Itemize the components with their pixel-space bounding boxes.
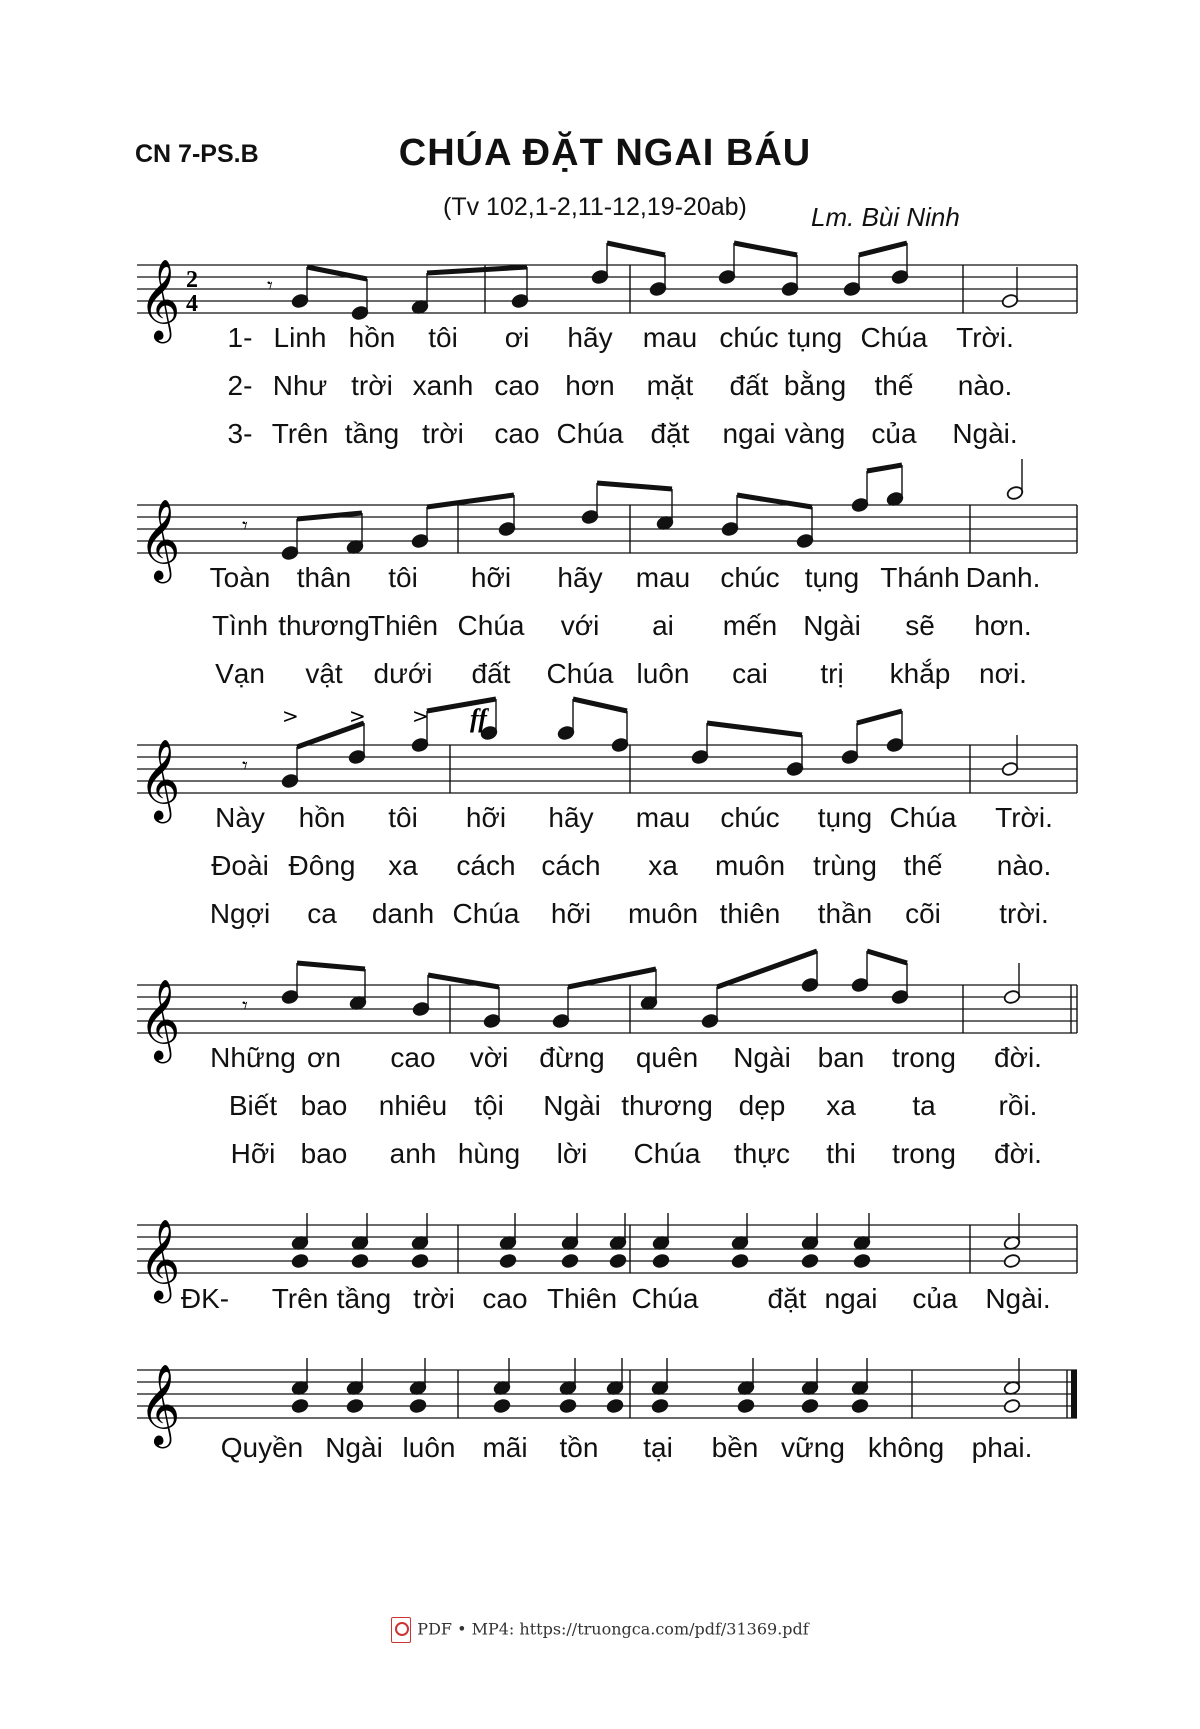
note-head bbox=[411, 737, 429, 752]
lyric-syllable: hồn bbox=[348, 322, 396, 353]
lyric-syllable: mau bbox=[635, 802, 691, 833]
lyric-syllable: mến bbox=[722, 610, 778, 641]
lyric-syllable: Thiên bbox=[546, 1283, 618, 1314]
half-note bbox=[1003, 989, 1021, 1004]
lyric-syllable: Chúa bbox=[631, 1283, 699, 1314]
lyric-syllable: Trời. bbox=[956, 322, 1014, 353]
lyric-syllable: 1- bbox=[227, 322, 253, 353]
lyric-syllable: tội bbox=[474, 1090, 504, 1121]
lyric-syllable: bền bbox=[711, 1432, 759, 1463]
lyric-syllable: ĐK- bbox=[180, 1283, 230, 1314]
lyric-syllable: đặt bbox=[767, 1283, 807, 1314]
lyric-syllable: 3- bbox=[227, 418, 253, 449]
lyric-syllable: Thánh bbox=[880, 562, 960, 593]
lyric-syllable: nơi. bbox=[979, 658, 1027, 689]
lyric-syllable: Chúa bbox=[546, 658, 614, 689]
lyric-syllable: Ngài bbox=[803, 610, 861, 641]
lyric-syllable: chúc bbox=[720, 802, 780, 833]
lyric-syllable: trời bbox=[351, 370, 393, 401]
chord-note bbox=[291, 1398, 309, 1413]
footer-text: PDF • MP4: https://truongca.com/pdf/31369.pdf bbox=[417, 1619, 809, 1639]
lyric-syllable: cách bbox=[456, 850, 516, 881]
lyric-syllable: thiên bbox=[719, 898, 781, 929]
lyric-syllable: luôn bbox=[636, 658, 690, 689]
chord-note bbox=[609, 1253, 627, 1268]
treble-clef-icon: 𝄞 bbox=[139, 1218, 181, 1300]
lyric-syllable: muôn bbox=[627, 898, 699, 929]
lyric-syllable: thế bbox=[874, 370, 914, 401]
lyric-syllable: tầng bbox=[344, 418, 400, 449]
lyric-syllable: trùng bbox=[813, 850, 877, 881]
lyric-syllable: Đông bbox=[288, 850, 356, 881]
lyric-syllable: mau bbox=[642, 322, 698, 353]
lyric-syllable: Đoài bbox=[211, 850, 269, 881]
lyric-syllable: ngai bbox=[722, 418, 776, 449]
lyric-syllable: ngai bbox=[824, 1283, 878, 1314]
lyric-syllable: Linh bbox=[273, 322, 327, 353]
lyric-syllable: phai. bbox=[971, 1432, 1033, 1463]
lyric-syllable: mặt bbox=[646, 370, 694, 401]
song-code: CN 7-PS.B bbox=[135, 140, 259, 168]
lyric-syllable: Quyền bbox=[220, 1432, 304, 1463]
lyric-syllable: Này bbox=[215, 802, 265, 833]
chord-note bbox=[1003, 1398, 1021, 1413]
composer: Lm. Bùi Ninh bbox=[811, 202, 960, 232]
note-head bbox=[851, 497, 869, 512]
lyric-syllable: lời bbox=[556, 1138, 588, 1169]
lyric-syllable: xa bbox=[648, 850, 678, 881]
lyric-syllable: Hỡi bbox=[230, 1138, 276, 1169]
lyric-syllable: của bbox=[871, 418, 917, 449]
lyric-syllable: Ngài. bbox=[985, 1283, 1051, 1314]
note-head bbox=[841, 749, 859, 764]
chord-note bbox=[651, 1398, 669, 1413]
lyric-syllable: ta bbox=[912, 1090, 936, 1121]
accent-icon: > bbox=[412, 704, 429, 728]
eighth-rest-icon: 𝄾 bbox=[242, 514, 248, 539]
lyric-syllable: đừng bbox=[539, 1042, 605, 1073]
lyric-syllable: đời. bbox=[994, 1138, 1042, 1169]
treble-clef-icon: 𝄞 bbox=[139, 498, 181, 580]
note-head bbox=[891, 989, 909, 1004]
chord-note bbox=[351, 1253, 369, 1268]
beam bbox=[734, 243, 797, 255]
chord-note bbox=[346, 1398, 364, 1413]
lyric-syllable: Trên bbox=[271, 1283, 329, 1314]
staff-lines bbox=[137, 745, 1077, 793]
lyric-syllable: cao bbox=[482, 1283, 528, 1314]
note-head bbox=[796, 533, 814, 548]
beam bbox=[568, 969, 656, 987]
lyric-syllable: ban bbox=[817, 1042, 865, 1073]
lyric-syllable: thực bbox=[733, 1138, 791, 1169]
note-head bbox=[281, 773, 299, 788]
note-head bbox=[691, 749, 709, 764]
lyric-syllable: Ngài bbox=[543, 1090, 601, 1121]
note-head bbox=[351, 305, 369, 320]
lyric-syllable: cao bbox=[494, 418, 540, 449]
pdf-icon bbox=[391, 1617, 411, 1643]
lyric-syllable: Trên bbox=[271, 418, 329, 449]
lyric-syllable: thế bbox=[903, 850, 943, 881]
staff-lines bbox=[137, 505, 1077, 553]
lyric-syllable: đất bbox=[729, 370, 769, 401]
lyric-syllable: chúc bbox=[719, 322, 779, 353]
lyric-syllable: thân bbox=[296, 562, 352, 593]
lyric-syllable: Chúa bbox=[452, 898, 520, 929]
chord-note bbox=[493, 1398, 511, 1413]
lyric-syllable: Danh. bbox=[965, 562, 1041, 593]
lyric-syllable: tầng bbox=[336, 1283, 392, 1314]
lyric-syllable: không bbox=[867, 1432, 945, 1463]
lyric-syllable: hùng bbox=[457, 1138, 521, 1169]
lyric-syllable: cai bbox=[732, 658, 768, 689]
psalm-reference: (Tv 102,1-2,11-12,19-20ab) bbox=[443, 193, 747, 221]
lyric-syllable: Vạn bbox=[215, 658, 265, 689]
note-head bbox=[886, 737, 904, 752]
lyric-syllable: tôi bbox=[428, 322, 458, 353]
eighth-rest-icon: 𝄾 bbox=[242, 754, 248, 779]
lyric-syllable: vững bbox=[781, 1432, 845, 1463]
chord-note bbox=[1003, 1253, 1021, 1268]
note-head bbox=[511, 293, 529, 308]
lyric-syllable: tồn bbox=[559, 1432, 599, 1463]
lyric-syllable: hơn bbox=[565, 370, 615, 401]
lyric-syllable: vàng bbox=[784, 418, 846, 449]
chord-note bbox=[559, 1398, 577, 1413]
treble-clef-icon: 𝄞 bbox=[139, 738, 181, 820]
staff-lines bbox=[137, 1225, 1077, 1273]
note-head bbox=[591, 269, 609, 284]
lyric-syllable: xanh bbox=[412, 370, 474, 401]
lyric-syllable: ơi bbox=[504, 322, 530, 353]
lyric-syllable: hãy bbox=[557, 562, 603, 593]
beam bbox=[859, 243, 907, 255]
lyric-syllable: của bbox=[912, 1283, 958, 1314]
lyric-syllable: Trời. bbox=[995, 802, 1053, 833]
note-head bbox=[851, 977, 869, 992]
note-head bbox=[611, 737, 629, 752]
lyric-syllable: đặt bbox=[650, 418, 690, 449]
lyric-syllable: khắp bbox=[889, 658, 951, 689]
lyric-syllable: trời bbox=[413, 1283, 455, 1314]
lyric-syllable: Chúa bbox=[889, 802, 957, 833]
note-head bbox=[557, 725, 575, 740]
lyric-syllable: trời. bbox=[999, 898, 1049, 929]
lyric-syllable: thương bbox=[278, 610, 370, 641]
chord-note bbox=[851, 1398, 869, 1413]
note-head bbox=[843, 281, 861, 296]
lyric-syllable: tụng bbox=[817, 802, 873, 833]
eighth-rest-icon: 𝄾 bbox=[242, 994, 248, 1019]
note-head bbox=[281, 545, 299, 560]
lyric-syllable: cõi bbox=[905, 898, 941, 929]
note-head bbox=[718, 269, 736, 284]
note-head bbox=[291, 293, 309, 308]
chord-note bbox=[499, 1253, 517, 1268]
lyric-syllable: dẹp bbox=[738, 1090, 786, 1121]
accent-icon: > bbox=[282, 704, 299, 728]
half-note bbox=[1001, 761, 1019, 776]
lyric-syllable: 2- bbox=[227, 370, 253, 401]
lyric-syllable: Ngợi bbox=[209, 898, 271, 929]
note-head bbox=[281, 989, 299, 1004]
note-head bbox=[411, 533, 429, 548]
lyric-syllable: tụng bbox=[804, 562, 860, 593]
chord-note bbox=[801, 1398, 819, 1413]
note-head bbox=[801, 977, 819, 992]
treble-clef-icon: 𝄞 bbox=[139, 978, 181, 1060]
lyric-syllable: vật bbox=[305, 658, 343, 689]
chord-note bbox=[652, 1253, 670, 1268]
lyric-syllable: Chúa bbox=[860, 322, 928, 353]
chord-note bbox=[411, 1253, 429, 1268]
beam bbox=[597, 483, 672, 489]
half-note bbox=[1001, 293, 1019, 308]
chord-note bbox=[853, 1253, 871, 1268]
beam bbox=[867, 465, 902, 471]
beam bbox=[867, 951, 907, 963]
lyric-syllable: trị bbox=[820, 658, 844, 689]
lyric-syllable: trời bbox=[422, 418, 464, 449]
lyric-syllable: đời. bbox=[994, 1042, 1042, 1073]
lyric-syllable: quên bbox=[635, 1042, 699, 1073]
lyric-syllable: hãy bbox=[548, 802, 594, 833]
treble-clef-icon: 𝄞 bbox=[139, 258, 181, 340]
lyric-syllable: nào. bbox=[996, 850, 1052, 881]
lyric-syllable: tôi bbox=[388, 562, 418, 593]
lyric-syllable: xa bbox=[826, 1090, 856, 1121]
lyric-syllable: Chúa bbox=[556, 418, 624, 449]
lyric-syllable: hỡi bbox=[550, 898, 592, 929]
beam bbox=[297, 963, 365, 969]
treble-clef-icon: 𝄞 bbox=[139, 1363, 181, 1445]
note-head bbox=[891, 269, 909, 284]
accent-icon: > bbox=[349, 704, 366, 728]
lyric-syllable: hỡi bbox=[465, 802, 507, 833]
lyric-syllable: nhiêu bbox=[378, 1090, 448, 1121]
eighth-rest-icon: 𝄾 bbox=[267, 274, 273, 299]
lyric-syllable: đất bbox=[471, 658, 511, 689]
note-head bbox=[649, 281, 667, 296]
lyric-syllable: hãy bbox=[567, 322, 613, 353]
chord-note bbox=[561, 1253, 579, 1268]
time-signature-bottom: 4 bbox=[186, 291, 198, 317]
lyric-syllable: hơn. bbox=[974, 610, 1032, 641]
lyric-syllable: mãi bbox=[482, 1432, 528, 1463]
chord-note bbox=[737, 1398, 755, 1413]
chord-note bbox=[409, 1398, 427, 1413]
note-head bbox=[781, 281, 799, 296]
lyric-syllable: thần bbox=[817, 898, 873, 929]
lyric-syllable: Như bbox=[272, 370, 328, 401]
beam bbox=[707, 723, 802, 735]
note-head bbox=[786, 761, 804, 776]
lyric-syllable: sẽ bbox=[905, 610, 935, 641]
note-head bbox=[498, 521, 516, 536]
staff-lines bbox=[137, 985, 1077, 1033]
time-signature-top: 2 bbox=[186, 267, 198, 293]
lyric-syllable: ca bbox=[307, 898, 337, 929]
beam bbox=[427, 267, 527, 273]
note-head bbox=[701, 1013, 719, 1028]
lyric-syllable: thương bbox=[621, 1090, 713, 1121]
lyric-syllable: chúc bbox=[720, 562, 780, 593]
lyric-syllable: Toàn bbox=[209, 562, 271, 593]
lyric-syllable: hỡi bbox=[470, 562, 512, 593]
lyric-syllable: tụng bbox=[787, 322, 843, 353]
lyric-syllable: Thiên bbox=[367, 610, 439, 641]
lyric-syllable: danh bbox=[371, 898, 435, 929]
lyric-syllable: tại bbox=[643, 1432, 673, 1463]
lyric-syllable: ai bbox=[652, 610, 674, 641]
lyric-syllable: xa bbox=[388, 850, 418, 881]
note-head bbox=[348, 749, 366, 764]
beam bbox=[717, 951, 817, 987]
note-head bbox=[581, 509, 599, 524]
lyric-syllable: với bbox=[560, 610, 600, 641]
beam bbox=[607, 243, 665, 255]
beam bbox=[573, 699, 627, 711]
lyric-syllable: Chúa bbox=[457, 610, 525, 641]
lyric-syllable: anh bbox=[389, 1138, 437, 1169]
final-bar-line bbox=[1071, 1370, 1077, 1418]
lyric-syllable: dưới bbox=[373, 658, 433, 689]
lyric-syllable: bao bbox=[300, 1090, 348, 1121]
lyric-syllable: mau bbox=[635, 562, 691, 593]
dynamic-marking: ff bbox=[470, 704, 487, 733]
note-head bbox=[483, 1013, 501, 1028]
beam bbox=[857, 711, 902, 723]
song-title: CHÚA ĐẶT NGAI BÁU bbox=[398, 132, 812, 174]
lyric-syllable: cách bbox=[541, 850, 601, 881]
lyric-syllable: bao bbox=[300, 1138, 348, 1169]
note-head bbox=[412, 1001, 430, 1016]
lyric-syllable: vời bbox=[469, 1042, 509, 1073]
note-head bbox=[721, 521, 739, 536]
chord-note bbox=[606, 1398, 624, 1413]
lyric-syllable: tôi bbox=[388, 802, 418, 833]
lyric-syllable: luôn bbox=[402, 1432, 456, 1463]
lyric-syllable: thi bbox=[826, 1138, 856, 1169]
lyric-syllable: muôn bbox=[714, 850, 786, 881]
lyric-syllable: Ngài bbox=[325, 1432, 383, 1463]
lyric-syllable: Biết bbox=[228, 1090, 278, 1121]
footer-link[interactable] bbox=[0, 1617, 1200, 1643]
lyric-syllable: ơn bbox=[307, 1042, 341, 1073]
lyric-syllable: bằng bbox=[783, 370, 847, 401]
lyric-syllable: Những bbox=[210, 1042, 296, 1073]
lyric-syllable: trong bbox=[892, 1138, 956, 1169]
lyric-syllable: Ngài bbox=[733, 1042, 791, 1073]
lyric-syllable: rồi. bbox=[998, 1090, 1038, 1121]
lyric-syllable: Tình bbox=[211, 610, 269, 641]
lyric-syllable: nào. bbox=[957, 370, 1013, 401]
chord-note bbox=[801, 1253, 819, 1268]
chord-note bbox=[731, 1253, 749, 1268]
lyric-syllable: hồn bbox=[298, 802, 346, 833]
beam bbox=[297, 513, 362, 519]
lyric-syllable: Chúa bbox=[633, 1138, 701, 1169]
half-note bbox=[1006, 485, 1024, 500]
lyric-syllable: Ngài. bbox=[952, 418, 1018, 449]
lyric-syllable: trong bbox=[892, 1042, 956, 1073]
chord-note bbox=[291, 1253, 309, 1268]
lyric-syllable: cao bbox=[494, 370, 540, 401]
staff-lines bbox=[137, 1370, 1077, 1418]
lyric-syllable: cao bbox=[390, 1042, 436, 1073]
note-head bbox=[552, 1013, 570, 1028]
